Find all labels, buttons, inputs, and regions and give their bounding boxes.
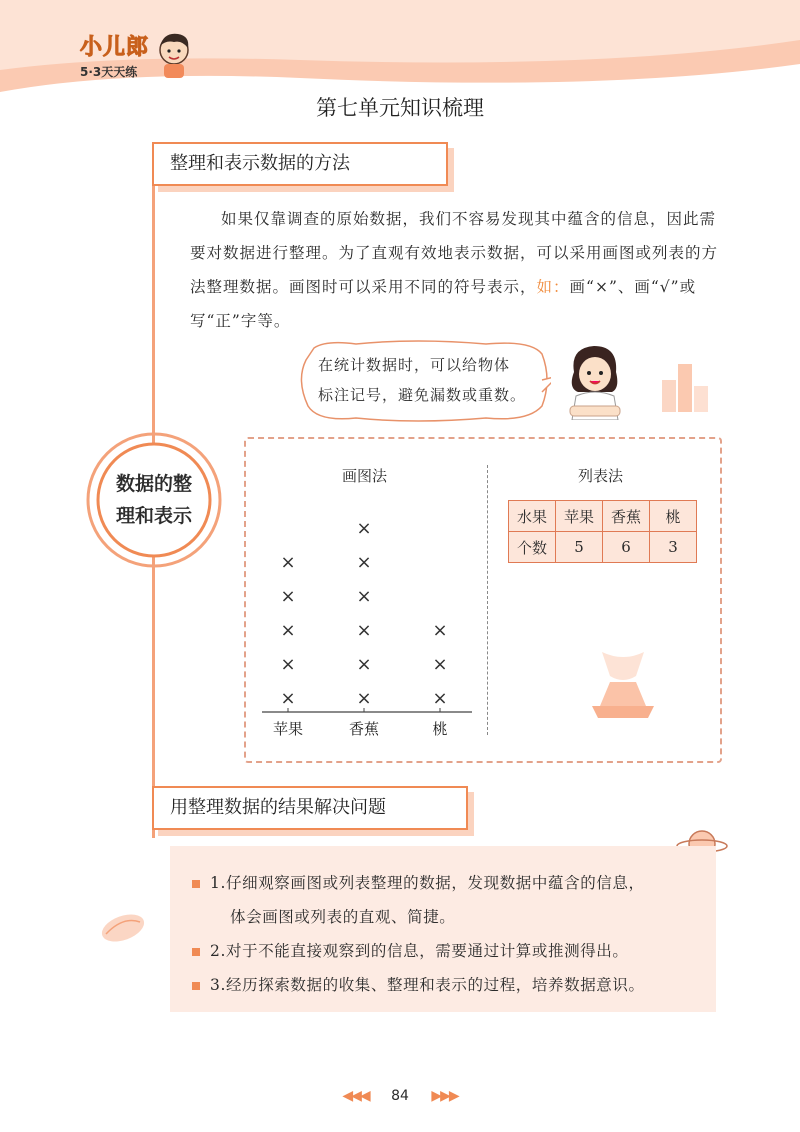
tally-table xyxy=(508,500,697,563)
next-arrows-icon: ▶▶▶ xyxy=(431,1088,458,1104)
tally-mark: × xyxy=(356,654,372,675)
pictograph-title: 画图法 xyxy=(342,467,388,485)
section-heading-methods: 整理和表示数据的方法 xyxy=(152,142,448,186)
table-cell: 苹果 xyxy=(556,501,603,532)
point-text: 2.对于不能直接观察到的信息，需要通过计算或推测得出。 xyxy=(210,942,629,960)
table-cell: 5 xyxy=(556,532,603,563)
tally-mark: × xyxy=(432,654,448,675)
tally-mark: × xyxy=(356,586,372,607)
tally-mark: × xyxy=(280,620,296,641)
table-cell: 水果 xyxy=(509,501,556,532)
tally-mark: × xyxy=(280,586,296,607)
page-number: 84 xyxy=(391,1088,409,1104)
tally-mark: × xyxy=(356,620,372,641)
point-text: 1.仔细观察画图或列表整理的数据，发现数据中蕴含的信息， xyxy=(210,874,645,892)
tally-mark: × xyxy=(280,654,296,675)
boy-mascot-icon xyxy=(154,30,194,78)
panel-divider xyxy=(487,465,488,735)
bubble-text xyxy=(318,350,548,410)
badge-label xyxy=(98,468,210,532)
table-cell: 3 xyxy=(650,532,697,563)
tally-mark: × xyxy=(356,518,372,539)
table-title: 列表法 xyxy=(578,467,624,485)
bullet-icon xyxy=(192,982,200,990)
tally-mark: × xyxy=(280,552,296,573)
badge-line-2: 理和表示 xyxy=(115,505,192,527)
brand-series: 5·3天天练 xyxy=(80,65,138,79)
shell-decoration-icon xyxy=(98,910,148,946)
paragraph-highlight: 如： xyxy=(536,278,570,296)
category-label: 苹果 xyxy=(272,720,304,738)
hourglass-decoration-icon xyxy=(588,648,658,720)
brand-name: 小儿郎 xyxy=(80,35,150,60)
table-row xyxy=(509,532,697,563)
table-header-row xyxy=(509,501,697,532)
badge-line-1: 数据的整 xyxy=(115,473,192,495)
category-label: 香蕉 xyxy=(348,720,380,738)
bar-blocks-icon xyxy=(660,360,710,412)
paragraph-text: 如果仅靠调查的原始数据，我们不容易发现其中蕴含的信息，因此需要对数据进行整理。为了直观有效地表示数据，可以采用画图或列表的方法整理数据。画图时可以采用不同的符号表示， xyxy=(190,210,719,296)
page-footer xyxy=(0,1088,800,1104)
page-title: 第七单元知识梳理 xyxy=(316,96,484,120)
point-text: 3.经历探索数据的收集、整理和表示的过程，培养数据意识。 xyxy=(210,976,645,994)
brand-logo xyxy=(80,30,149,80)
tally-mark: × xyxy=(356,688,372,709)
table-cell: 个数 xyxy=(509,532,556,563)
table-cell: 桃 xyxy=(650,501,697,532)
paragraph-text-end: 画“×”、画“√”或写“正”字等。 xyxy=(190,278,697,330)
tally-mark: × xyxy=(432,688,448,709)
methods-paragraph xyxy=(190,202,730,338)
table-cell: 香蕉 xyxy=(603,501,650,532)
point-text: 体会画图或列表的直观、简捷。 xyxy=(230,908,456,926)
key-point-1-cont xyxy=(230,900,455,934)
bubble-line-2: 标注记号，避免漏数或重数。 xyxy=(318,386,527,404)
tally-mark: × xyxy=(432,620,448,641)
key-point-1 xyxy=(192,866,645,900)
section-heading-solve: 用整理数据的结果解决问题 xyxy=(152,786,468,830)
bullet-icon xyxy=(192,880,200,888)
girl-character-icon xyxy=(560,342,630,420)
bubble-line-1: 在统计数据时，可以给物体 xyxy=(318,356,511,374)
tally-mark: × xyxy=(280,688,296,709)
pictograph-chart xyxy=(260,500,480,740)
key-points-box xyxy=(170,846,716,1012)
bullet-icon xyxy=(192,948,200,956)
key-point-2 xyxy=(192,934,629,968)
prev-arrows-icon: ◀◀◀ xyxy=(342,1088,369,1104)
key-point-3 xyxy=(192,968,645,1002)
tally-mark: × xyxy=(356,552,372,573)
category-label: 桃 xyxy=(432,720,448,738)
table-cell: 6 xyxy=(603,532,650,563)
